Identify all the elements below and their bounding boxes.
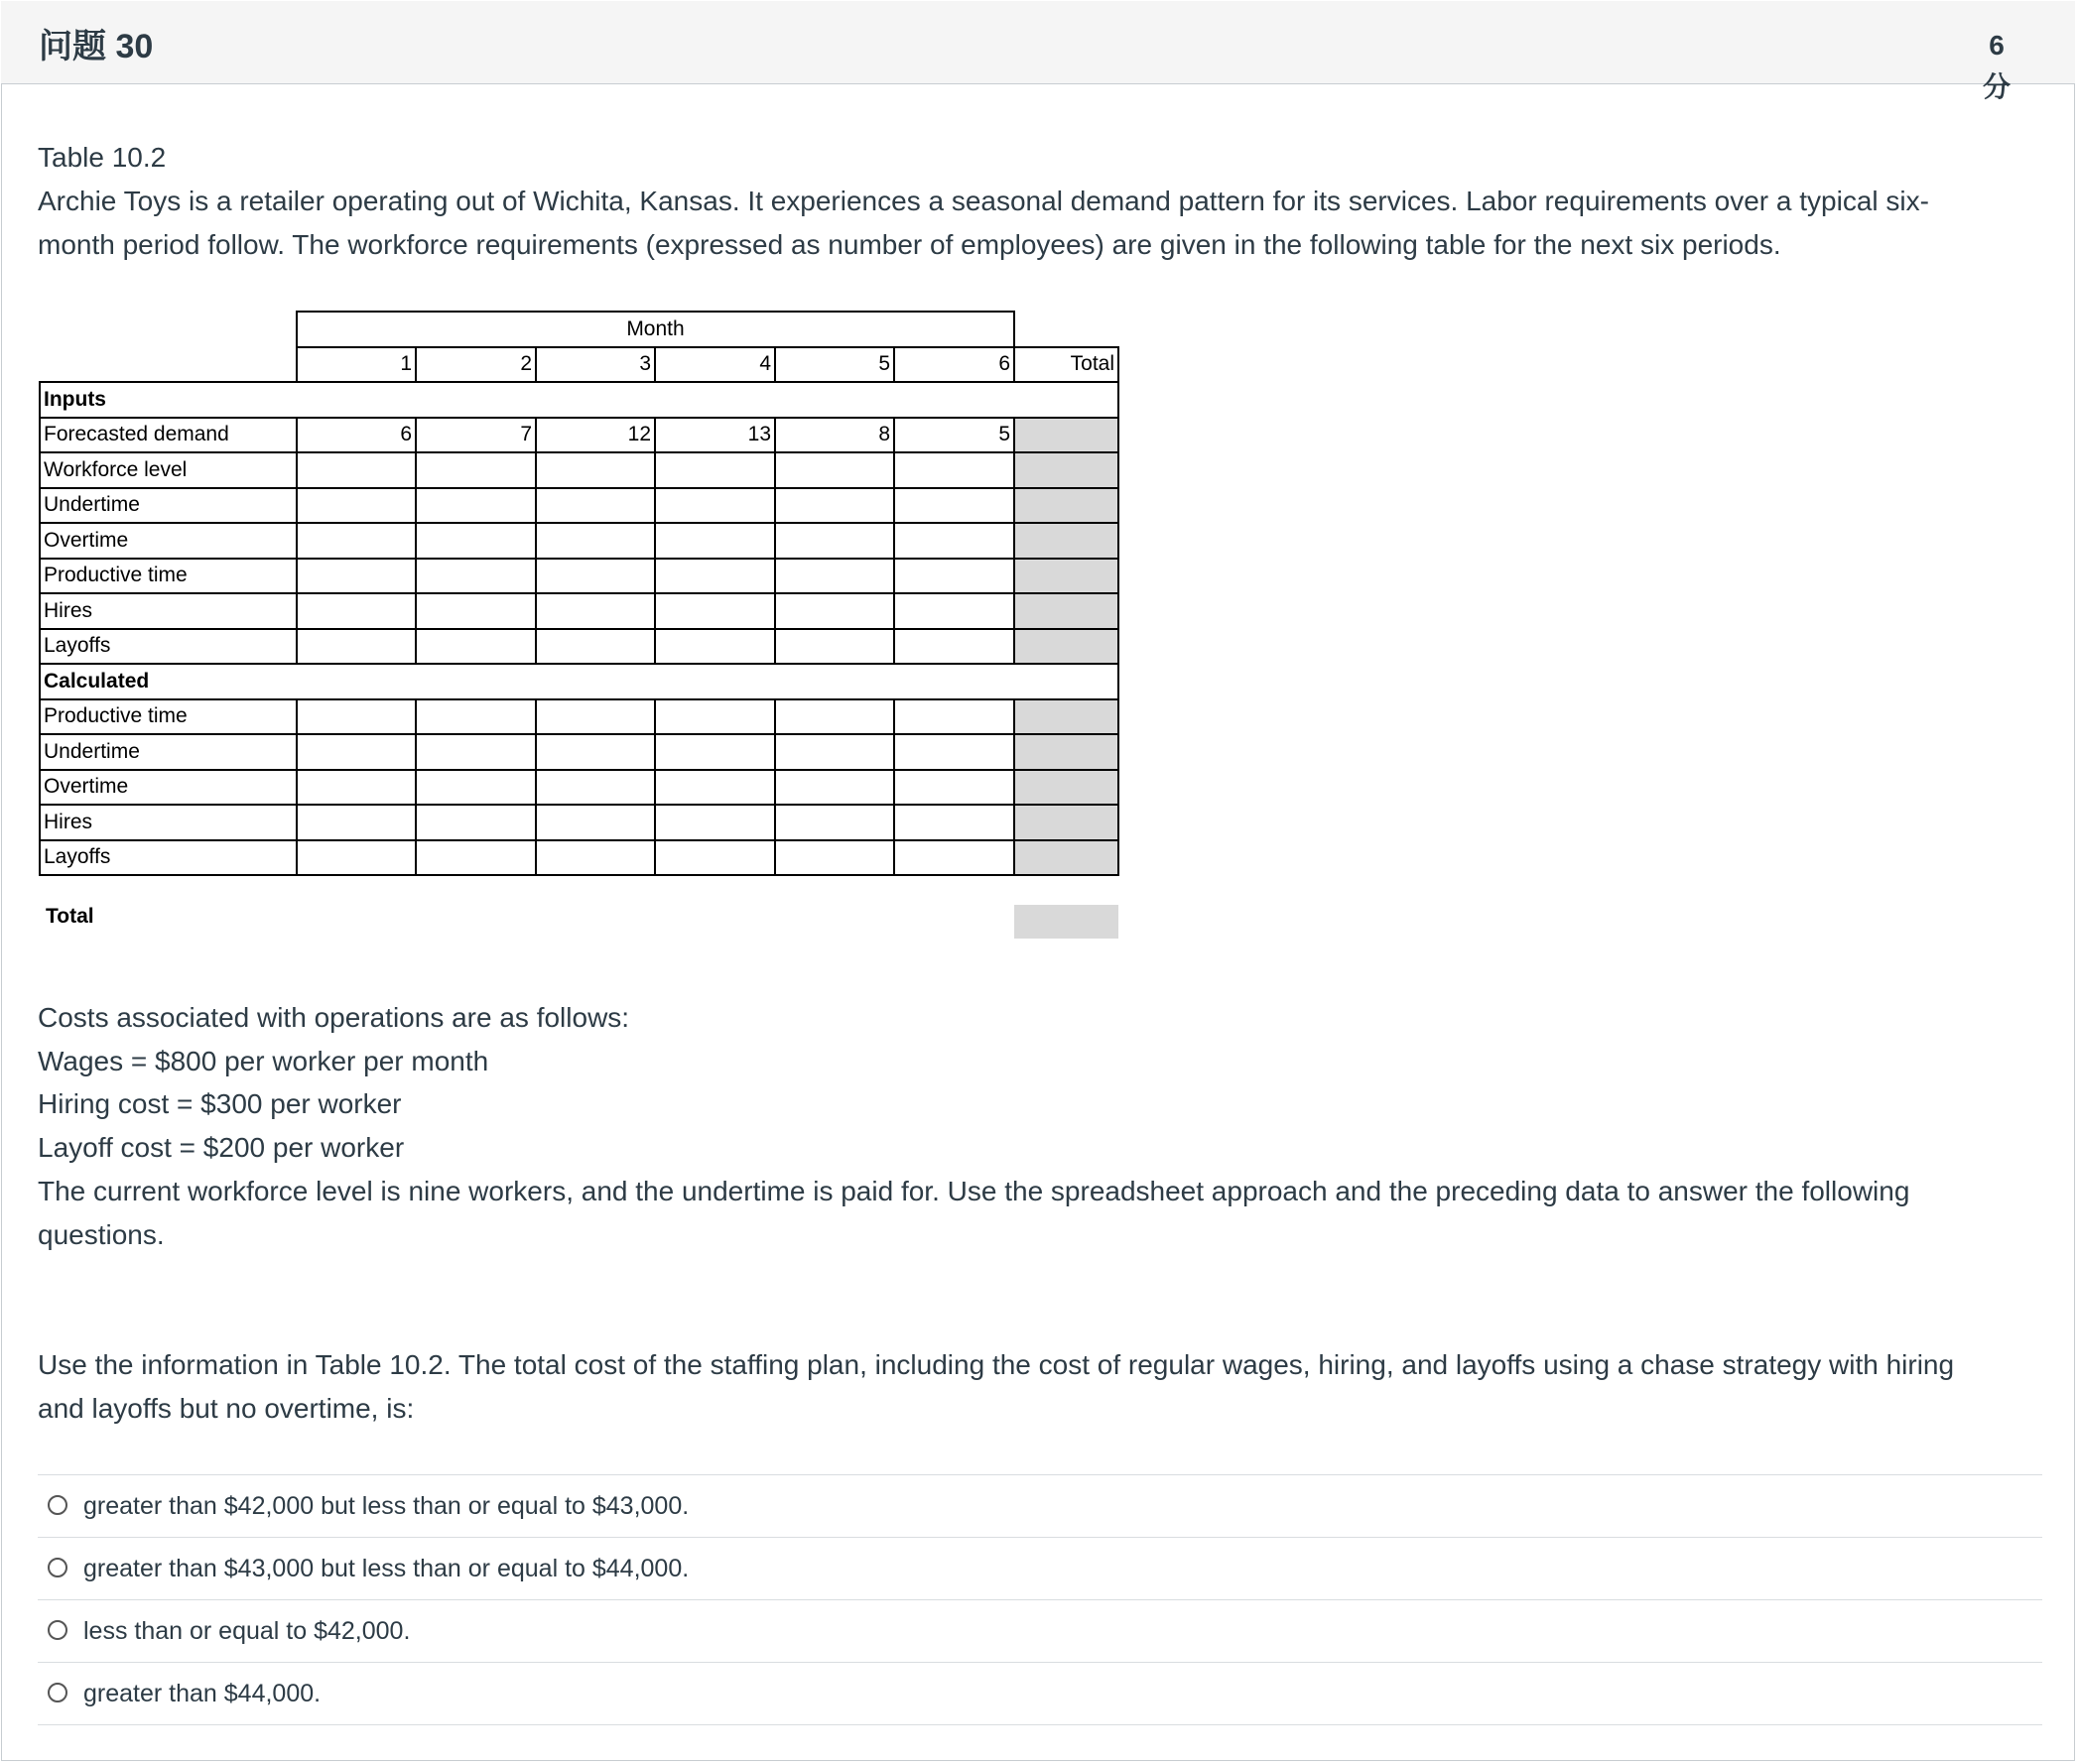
row-label: Overtime	[40, 770, 297, 806]
answer-option[interactable]	[38, 1663, 2042, 1725]
total-header: Total	[1014, 347, 1118, 383]
table-row	[40, 699, 1118, 735]
row-label: Hires	[40, 593, 297, 629]
table-row	[40, 840, 1118, 876]
table-row	[40, 452, 1118, 488]
total-cell	[1014, 629, 1118, 665]
intro-line-1: Archie Toys is a retailer operating out of Wichita, Kansas. It experiences a seasonal demand pattern for its services. Labor requirements over a typical six-	[38, 186, 1929, 216]
answer-option[interactable]	[38, 1475, 2042, 1538]
sheet-total-cell	[1014, 905, 1118, 939]
total-cell	[1014, 593, 1118, 629]
total-cell	[1014, 805, 1118, 840]
total-cell	[1014, 734, 1118, 770]
costs-note-1: The current workforce level is nine workers, and the undertime is paid for. Use the spreadsheet approach and the preceding data to answer the following	[38, 1176, 1910, 1206]
sheet-total-label: Total	[46, 905, 94, 928]
row-label: Overtime	[40, 523, 297, 559]
month-col: 5	[775, 347, 894, 383]
points-value: 6	[1989, 30, 2005, 61]
row-label: Forecasted demand	[40, 418, 297, 453]
total-cell	[1014, 770, 1118, 806]
table-row	[40, 418, 1118, 453]
table-row	[40, 629, 1118, 665]
table-row	[40, 593, 1118, 629]
calculated-section: Calculated	[40, 664, 1118, 699]
total-cell	[1014, 488, 1118, 524]
cost-wages: Wages = $800 per worker per month	[38, 1046, 489, 1076]
radio-button[interactable]	[48, 1558, 67, 1577]
table-row	[40, 770, 1118, 806]
points-unit: 分	[1982, 71, 2011, 102]
answer-list	[38, 1474, 2042, 1725]
forecast-cell: 7	[416, 418, 536, 453]
table-row	[40, 488, 1118, 524]
question-title: 问题 30	[39, 28, 154, 65]
forecast-cell: 12	[536, 418, 655, 453]
question-line-2: and layoffs but no overtime, is:	[38, 1393, 415, 1424]
row-label: Productive time	[40, 699, 297, 735]
answer-label[interactable]: greater than $44,000.	[83, 1680, 322, 1707]
cost-hiring: Hiring cost = $300 per worker	[38, 1088, 402, 1119]
radio-button[interactable]	[48, 1495, 67, 1515]
table-reference: Table 10.2	[38, 142, 167, 173]
table-row	[40, 805, 1118, 840]
radio-button[interactable]	[48, 1683, 67, 1702]
total-cell	[1014, 523, 1118, 559]
question-line-1: Use the information in Table 10.2. The total cost of the staffing plan, including the cost of regular wages, hiring, and layoffs using a chase strategy with hiring	[38, 1349, 1955, 1380]
total-cell	[1014, 699, 1118, 735]
radio-button[interactable]	[48, 1620, 67, 1640]
answer-label[interactable]: greater than $42,000 but less than or equal to $43,000.	[83, 1492, 690, 1520]
month-header: Month	[297, 312, 1014, 347]
forecast-cell: 6	[297, 418, 416, 453]
month-col: 1	[297, 347, 416, 383]
forecast-cell: 8	[775, 418, 894, 453]
table-row	[40, 559, 1118, 594]
month-col: 4	[655, 347, 775, 383]
row-label: Undertime	[40, 734, 297, 770]
cost-layoff: Layoff cost = $200 per worker	[38, 1132, 405, 1163]
row-label: Workforce level	[40, 452, 297, 488]
row-label: Hires	[40, 805, 297, 840]
total-cell	[1014, 418, 1118, 453]
intro-line-2: month period follow. The workforce requirements (expressed as number of employees) are given in the following table for the next six periods.	[38, 229, 1781, 260]
question-points	[1977, 25, 2016, 108]
row-label: Undertime	[40, 488, 297, 524]
total-cell	[1014, 559, 1118, 594]
month-col: 3	[536, 347, 655, 383]
row-label: Layoffs	[40, 840, 297, 876]
forecast-cell: 13	[655, 418, 775, 453]
total-cell	[1014, 840, 1118, 876]
inputs-section: Inputs	[40, 382, 1118, 418]
table-row	[40, 734, 1118, 770]
answer-label[interactable]: less than or equal to $42,000.	[83, 1617, 411, 1645]
month-col: 2	[416, 347, 536, 383]
costs-note-2: questions.	[38, 1219, 165, 1250]
total-cell	[1014, 452, 1118, 488]
forecast-cell: 5	[894, 418, 1014, 453]
row-label: Productive time	[40, 559, 297, 594]
answer-option[interactable]	[38, 1600, 2042, 1663]
answer-label[interactable]: greater than $43,000 but less than or equal to $44,000.	[83, 1555, 690, 1582]
costs-heading: Costs associated with operations are as follows:	[38, 1002, 630, 1033]
month-col: 6	[894, 347, 1014, 383]
answer-option[interactable]	[38, 1538, 2042, 1600]
table-row	[40, 523, 1118, 559]
question-header	[1, 1, 2075, 102]
spreadsheet-table	[39, 311, 1119, 876]
row-label: Layoffs	[40, 629, 297, 665]
